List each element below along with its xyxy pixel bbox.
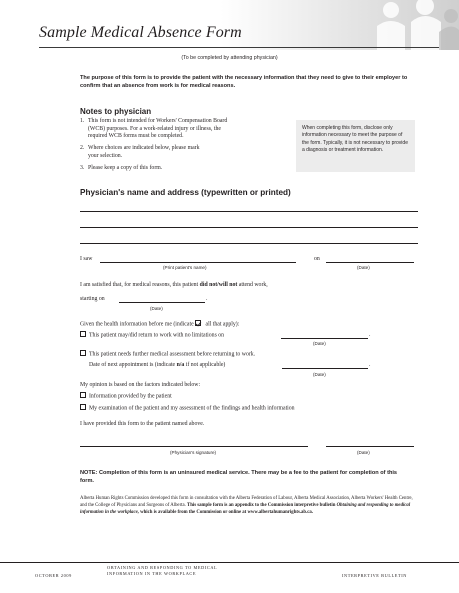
- physician-address-line-3[interactable]: [80, 243, 418, 244]
- given-info-statement: [80, 320, 239, 329]
- start-date-caption: (Date): [150, 306, 163, 311]
- na-bold: n/a: [176, 362, 185, 368]
- people-logo-icon: [319, 0, 459, 50]
- note-line: your selection.: [88, 152, 123, 159]
- footnote-text: Alberta Human Rights Commission developed this form in consultation with the Alberta Federation of Labour, Alberta Medical Association, Alberta Workers' Health Centre, and the College of Physicians and Surgeons of Alberta.: [80, 496, 413, 509]
- patient-name-caption: (Print patient's name): [163, 265, 207, 270]
- note-item-1: [80, 118, 227, 141]
- footer-bulletin-title: [107, 565, 217, 577]
- bulletin-title: Obtaining and responding to medical information in the workplace,: [80, 503, 411, 516]
- title-divider: [39, 47, 439, 48]
- note-line: required WCB forms must be completed.: [88, 133, 184, 140]
- signature-date-field[interactable]: [326, 446, 414, 447]
- provided-statement: I have provided this form to the patient named above.: [80, 421, 205, 427]
- return-to-work-checkbox[interactable]: [80, 331, 86, 337]
- satisfied-text: I am satisfied that, for medical reasons, this patient: [80, 282, 200, 288]
- check-mark-icon: [195, 320, 201, 326]
- note-line: (WCB) purposes. For a work-related injury or illness, the: [88, 125, 221, 132]
- next-appointment-caption: (Date): [313, 372, 326, 377]
- further-assessment-checkbox[interactable]: [80, 350, 86, 356]
- next-appointment-date-field[interactable]: [282, 368, 368, 369]
- disclosure-side-note: When completing this form, disclose only information necessary to meet the purpose of the form. Typically, it is not necessary to provide a diagnosis or treatment information.: [296, 120, 415, 172]
- examination-label: My examination of the patient and my assessment of the findings and health information: [89, 405, 295, 412]
- footer-divider: [0, 562, 459, 563]
- factor-patient-info: [80, 392, 172, 401]
- further-assessment-label: This patient needs further medical assessment before returning to work.: [89, 351, 256, 358]
- note-line: Please keep a copy of this form.: [88, 165, 163, 171]
- note-number: 3.: [80, 165, 85, 171]
- visit-date-field[interactable]: [326, 262, 414, 263]
- note-line: This form is not intended for Workers' Compensation Board: [88, 118, 228, 124]
- factor-examination: [80, 404, 295, 413]
- starting-on-label: starting on: [80, 296, 105, 302]
- option-further-assessment: [80, 350, 255, 359]
- absence-start-date-field[interactable]: [119, 302, 205, 303]
- notes-heading: Notes to physician: [80, 107, 152, 116]
- next-appt-text: Date of next appointment is (indicate: [89, 362, 177, 368]
- did-not-will-not: did not/will not: [199, 282, 238, 288]
- uninsured-service-note: NOTE: Completion of this form is an uninsured medical service. There may be a fee to the patient for completion of this form.: [80, 470, 398, 485]
- return-date-field[interactable]: [281, 338, 368, 339]
- footnote-bold: This sample form is an appendix to the Commission interpretive bulletin: [187, 503, 337, 509]
- physician-address-line-2[interactable]: [80, 227, 418, 228]
- commission-footnote: [80, 495, 416, 517]
- on-label: on: [314, 256, 320, 262]
- footnote-bold-end: which is available from the Commission or online at www.albertahumanrights.ab.ca.: [138, 510, 314, 516]
- i-saw-label: I saw: [80, 256, 93, 262]
- next-appt-text-end: if not applicable): [184, 362, 226, 368]
- patient-info-checkbox[interactable]: [80, 392, 86, 398]
- given-text: Given the health information before me (indicate: [80, 321, 196, 328]
- period: .: [369, 332, 371, 338]
- patient-info-label: Information provided by the patient: [89, 393, 172, 400]
- footer-title-line-2: INFORMATION IN THE WORKPLACE: [107, 571, 197, 576]
- period: .: [206, 296, 208, 302]
- satisfied-text-end: attend work,: [237, 282, 268, 288]
- signature-date-caption: (Date): [357, 450, 370, 455]
- physician-signature-field[interactable]: [80, 446, 308, 447]
- return-to-work-label: This patient may/did return to work with no limitations on: [89, 332, 225, 339]
- footer-title-line-1: OBTAINING AND RESPONDING TO MEDICAL: [107, 565, 218, 570]
- satisfied-statement: [80, 281, 420, 289]
- page-title: Sample Medical Absence Form: [39, 24, 242, 41]
- visit-date-caption: (Date): [357, 265, 370, 270]
- period: .: [369, 362, 371, 368]
- patient-name-field[interactable]: [100, 262, 296, 263]
- footer-date: OCTOBER 2009: [35, 573, 72, 578]
- note-number: 2.: [80, 145, 85, 151]
- next-appointment-statement: [89, 361, 225, 369]
- return-date-caption: (Date): [313, 341, 326, 346]
- physician-address-line-1[interactable]: [80, 211, 418, 212]
- opinion-statement: My opinion is based on the factors indicated below:: [80, 382, 201, 388]
- purpose-statement: The purpose of this form is to provide the patient with the necessary information that they need to give to their employer to confirm that an absence from work is for medical reasons.: [80, 75, 408, 90]
- footer-interpretive-bulletin: INTERPRETIVE BULLETIN: [342, 573, 407, 578]
- page-subtitle: (To be completed by attending physician): [181, 55, 278, 61]
- examination-checkbox[interactable]: [80, 404, 86, 410]
- option-return-to-work: [80, 331, 224, 340]
- note-item-2: [80, 145, 199, 160]
- note-item-3: [80, 165, 162, 173]
- physician-section-heading: Physician's name and address (typewritten or printed): [80, 188, 291, 197]
- note-number: 1.: [80, 118, 85, 124]
- note-line: Where choices are indicated below, please mark: [88, 145, 200, 151]
- signature-caption: (Physician's signature): [170, 450, 217, 455]
- given-text-end: all that apply):: [204, 321, 240, 328]
